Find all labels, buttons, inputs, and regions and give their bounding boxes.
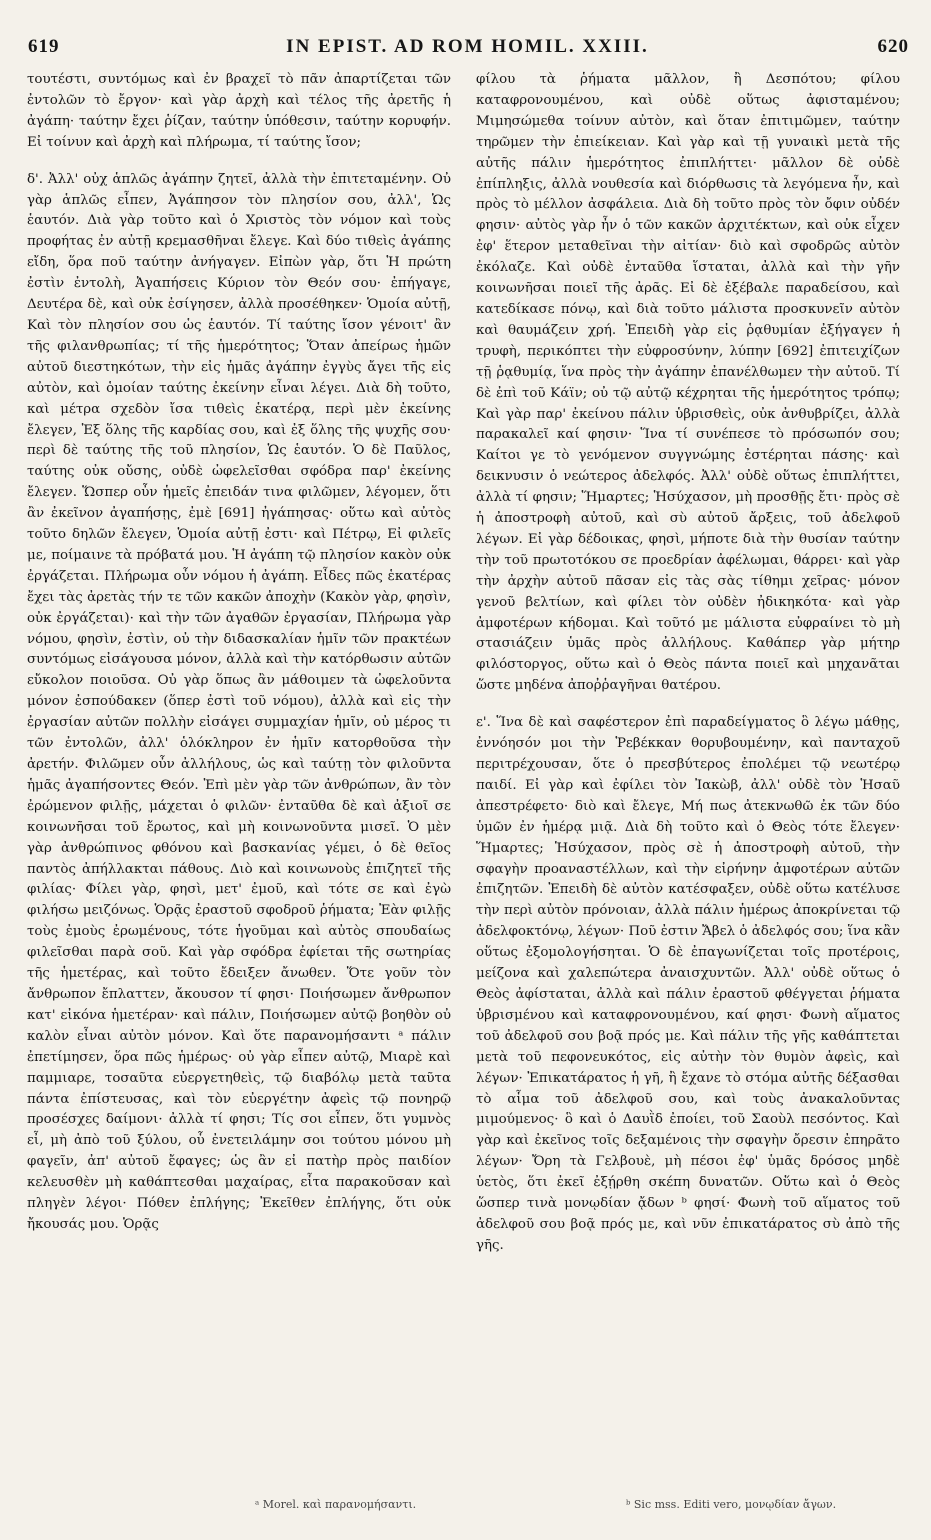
page-number-left: 619	[28, 36, 60, 57]
running-title: IN EPIST. AD ROM HOMIL. XXIII.	[286, 36, 649, 57]
right-column	[476, 70, 900, 1476]
right-paragraph-2: ε'. Ἵνα δὲ καὶ σαφέστερον ἐπὶ παραδείγματος ὃ λέγω μάθῃς, ἐννόησόν μοι τὴν Ῥεβέκκαν θορυβουμένην, καὶ πανταχοῦ περιτρέχουσαν, ὅτε ὁ πρεσβύτερος ἐπολέμει τῷ νεωτέρῳ παιδί. Εἰ γὰρ καὶ ἐφίλει τὸν Ἰακὼβ, ἀλλ' οὐδὲ τὸν Ἡσαῦ ἀπεστρέφετο· διὸ καὶ ἔλεγε, Μή πως ἀτεκνωθῶ ἐκ τῶν δύο ὑμῶν ἐν ἡμέρᾳ μιᾷ. Διὰ δὴ τοῦτο καὶ ὁ Θεὸς τότε ἔλεγεν· Ἥμαρτες; Ἡσύχασον, πρὸς σὲ ἡ ἀποστροφὴ αὐτοῦ, τὴν σφαγὴν προαναστέλλων, καὶ τὴν εἰρήνην ἀμφοτέρων αὐτῶν ἐπιζητῶν. Ἐπειδὴ δὲ αὐτὸν κατέσφαξεν, οὐδὲ οὕτω κατέλυσε τὴν περὶ αὐτὸν πρόνοιαν, ἀλλὰ πάλιν ἡμέρως ἀποκρίνεται τῷ ἀδελφοκτόνῳ, λέγων· Ποῦ ἐστιν Ἄβελ ὁ ἀδελφός σου; ἵνα κἂν οὕτως ἐξομολογήσηται. Ὁ δὲ ἐπαγωνίζεται τοῖς προτέροις, μείζονα καὶ χαλεπώτερα ἀναισχυντῶν. Ἀλλ' οὐδὲ οὕτως ὁ Θεὸς ἀφίσταται, ἀλλὰ καὶ πάλιν ἐραστοῦ φθέγγεται ῥήματα ὑβρισμένου καὶ καταφρονουμένου, καί φησι· Φωνὴ αἵματος τοῦ ἀδελφοῦ σου βοᾷ πρός με. Καὶ πάλιν τῆς γῆς καθάπτεται μετὰ τοῦ πεφονευκότος, εἰς αὐτὴν τὸν θυμὸν ἀφεὶς, καὶ λέγων· Ἐπικατάρατος ἡ γῆ, ἢ ἔχανε τὸ στόμα αὐτῆς δέξασθαι τὸ αἷμα τοῦ ἀδελφοῦ σου, καὶ τοὺς ἀνακαλοῦντας μιμούμενος· ὃ καὶ ὁ Δαυῒδ ἐποίει, τοῦ Σαοὺλ πεσόντος. Καὶ γὰρ καὶ ἐκεῖνος τοῖς δεξαμένοις τὴν σφαγὴν ὄρεσιν ἐπηρᾶτο λέγων· Ὄρη τὰ Γελβουὲ, μὴ πέσοι ἐφ' ὑμᾶς δρόσος μηδὲ ὑετὸς, ὅτι ἐκεῖ ἐξῄρθη σκέπη δυνατῶν. Οὕτω καὶ ὁ Θεὸς ὥσπερ τινὰ μονῳδίαν ᾄδων ᵇ φησί· Φωνὴ τοῦ αἵματος τοῦ ἀδελφοῦ σου βοᾷ πρός με, καὶ νῦν ἐπικατάρατος σὺ ἀπὸ τῆς γῆς.	[476, 715, 900, 1253]
left-paragraph-1: τουτέστι, συντόμως καὶ ἐν βραχεῖ τὸ πᾶν ἀπαρτίζεται τῶν ἐντολῶν τὸ ἔργον· καὶ γὰρ ἀρχὴ καὶ τέλος τῆς ἀρετῆς ἡ ἀγάπη· ταύτην ἔχει ῥίζαν, ταύτην ὑπόθεσιν, ταύτην κορυφήν. Εἰ τοίνυν καὶ ἀρχὴ καὶ πλήρωμα, τί ταύτης ἴσον;	[27, 72, 451, 150]
left-paragraph-2: δ'. Ἀλλ' οὐχ ἁπλῶς ἀγάπην ζητεῖ, ἀλλὰ τὴν ἐπιτεταμένην. Οὐ γὰρ ἁπλῶς εἶπεν, Ἀγάπησον τὸν πλησίον σου, ἀλλ', Ὡς ἑαυτόν. Διὰ γὰρ τοῦτο καὶ ὁ Χριστὸς τὸν νόμον καὶ τοὺς προφήτας ἐν αὐτῇ κρεμασθῆναι ἔλεγε. Καὶ δύο τιθεὶς ἀγάπης εἴδη, ὅρα ποῦ ταύτην ἀνήγαγεν. Εἰπὼν γὰρ, ὅτι Ἡ πρώτη ἐστὶν ἐντολὴ, Ἀγαπήσεις Κύριον τὸν Θεόν σου· ἐπήγαγε, Δευτέρα δὲ, καὶ οὐκ ἐσίγησεν, ἀλλὰ προσέθηκεν· Ὁμοία αὐτῇ, Καὶ τὸν πλησίον σου ὡς ἑαυτόν. Τί ταύτης ἴσον γένοιτ' ἂν τῆς φιλανθρωπίας; τί τῆς ἡμερότητος; Ὅταν ἀπείρως ἡμῶν αὐτοῦ διεστηκότων, τὴν εἰς ἡμᾶς ἀγάπην ἐγγὺς ἄγει τῆς εἰς αὐτὸν, καὶ ὁμοίαν ταύτης ἐκείνην εἶναι λέγει. Διὰ δὴ τοῦτο, καὶ μέτρα σχεδὸν ἴσα τιθεὶς ἑκατέρᾳ, περὶ μὲν ἐκείνης ἔλεγεν, Ἐξ ὅλης τῆς καρδίας σου, καὶ ἐξ ὅλης τῆς ψυχῆς σου· περὶ δὲ ταύτης τῆς τοῦ πλησίον, Ὡς ἑαυτόν. Ὁ δὲ Παῦλος, ταύτης οὐκ οὔσης, οὐδὲ ὠφελεῖσθαι σφόδρα παρ' ἐκείνης ἔλεγεν. Ὥσπερ οὖν ἡμεῖς ἐπειδάν τινα φιλῶμεν, λέγομεν, ὅτι ἂν ἐκεῖνον ἀγαπήσῃς, ἐμὲ [691] ἠγάπησας· οὕτω καὶ αὐτὸς τοῦτο δηλῶν ἔλεγεν, Ὁμοία αὐτῇ ἐστι· καὶ Πέτρῳ, Εἰ φιλεῖς με, ποίμαινε τὰ πρόβατά μου. Ἡ ἀγάπη τῷ πλησίον κακὸν οὐκ ἐργάζεται. Πλήρωμα οὖν νόμου ἡ ἀγάπη. Εἶδες πῶς ἑκατέρας ἔχει τὰς ἀρετὰς τήν τε τῶν κακῶν ἀποχὴν (Κακὸν γὰρ, φησὶν, οὐκ ἐργάζεται)· καὶ τὴν τῶν ἀγαθῶν ἐργασίαν, Πλήρωμα γὰρ νόμου, φησὶν, ἐστὶν, οὐ τὴν διδασκαλίαν ἡμῖν τῶν πρακτέων συντόμως εἰσάγουσα μόνον, ἀλλὰ καὶ τὴν κατόρθωσιν αὐτῶν εὔκολον ποιοῦσα. Οὐ γὰρ ὅπως ἂν μάθοιμεν τὰ ὠφελοῦντα μόνον ἐσπούδακεν (ὅπερ ἐστὶ τοῦ νόμου), ἀλλὰ καὶ εἰς τὴν ἐργασίαν αὐτῶν πολλὴν εἰσάγει συμμαχίαν ἡμῖν, οὐ μέρος τι τῶν ἐντολῶν, ἀλλ' ὁλόκληρον ἐν ἡμῖν κατορθοῦσα τὴν ἀρετήν. Φιλῶμεν οὖν ἀλλήλους, ὡς καὶ ταύτῃ τὸν φιλοῦντα ἡμᾶς ἀγαπήσοντες Θεόν. Ἐπὶ μὲν γὰρ τῶν ἀνθρώπων, ἂν τὸν ἐρώμενον φιλῇς, μάχεται ὁ φιλῶν· ἐνταῦθα δὲ καὶ ἀξιοῖ σε κοινωνῆσαι τοῦ ἔρωτος, καὶ μὴ κοινωνοῦντα μισεῖ. Ὁ μὲν γὰρ ἀνθρώπινος φθόνου καὶ βασκανίας γέμει, ὁ δὲ θεῖος παντὸς ἀπήλλακται πάθους. Διὸ καὶ κοινωνοὺς ἐπιζητεῖ τῆς φιλίας· Φίλει γὰρ, φησὶ, μετ' ἐμοῦ, καὶ τότε σε καὶ ἐγὼ φιλήσω μειζόνως. Ὁρᾷς ἐραστοῦ σφοδροῦ ῥήματα; Ἐὰν φιλῇς τοὺς ἐμοὺς ἐρωμένους, τότε ἡγοῦμαι καὶ αὐτὸς σπουδαίως φιλεῖσθαι παρὰ σοῦ. Καὶ γὰρ σφόδρα ἐφίεται τῆς σωτηρίας τῆς ἡμετέρας, καὶ τοῦτο ἔδειξεν ἄνωθεν. Ὅτε γοῦν τὸν ἄνθρωπον ἔπλαττεν, ἄκουσον τί φησι· Ποιήσωμεν ἄνθρωπον κατ' εἰκόνα ἡμετέραν· καὶ πάλιν, Ποιήσωμεν αὐτῷ βοηθὸν οὐ καλὸν εἶναι αὐτὸν μόνον. Καὶ ὅτε παρανομήσαντι ᵃ πάλιν ἐπετίμησεν, ὅρα πῶς ἡμέρως· οὐ γὰρ εἶπεν αὐτῷ, Μιαρὲ καὶ παμμιαρε, τοσαῦτα εὐεργετηθεὶς, τῷ διαβόλῳ μετὰ ταῦτα πάντα ἐπίστευσας, καὶ τὸν εὐεργέτην ἀφεὶς τῷ πονηρῷ προσέσχες δαίμονι· ἀλλὰ τί φησι; Τίς σοι εἶπεν, ὅτι γυμνὸς εἶ, μὴ ἀπὸ τοῦ ξύλου, οὗ ἐνετειλάμην σοι τούτου μόνου μὴ φαγεῖν, ἀπ' αὐτοῦ ἔφαγες; ὡς ἂν εἰ πατὴρ πρὸς παιδίον κελευσθὲν μὴ καθάπτεσθαι μαχαίρας, εἶτα παρακοῦσαν καὶ πληγὲν λέγοι· Πόθεν ἐπλήγης; Ἐκεῖθεν ἐπλήγης, ὅτι οὐκ ἤκουσάς μου. Ὁρᾷς	[27, 171, 451, 1232]
footnote-right: ᵇ Sic mss. Editi vero, μονῳδίαν ἄγων.	[626, 1498, 837, 1511]
right-paragraph-1: φίλου τὰ ῥήματα μᾶλλον, ἢ Δεσπότου; φίλου καταφρονουμένου, καὶ οὐδὲ οὕτως ἀφισταμένου; Μιμησώμεθα τοίνυν αὐτὸν, καὶ ὅταν ἐπιτιμῶμεν, ταύτην τηρῶμεν τὴν ἐπιείκειαν. Καὶ γὰρ καὶ τῇ γυναικὶ μετὰ τῆς αὐτῆς πάλιν ἡμερότητος ἐπιπλήττει· μᾶλλον δὲ οὐδὲ ἐπίπληξις, ἀλλὰ νουθεσία καὶ διόρθωσις τὰ λεγόμενα ἦν, καὶ πρὸς τὸ μέλλον ἀσφάλεια. Διὰ δὴ τοῦτο πρὸς τὸν ὄφιν οὐδέν φησιν· αὐτὸς γὰρ ἦν ὁ τῶν κακῶν ἀρχιτέκτων, καὶ οὐκ εἶχεν ἐφ' ἕτερον μεταθεῖναι τὴν αἰτίαν· διὸ καὶ σφοδρῶς αὐτὸν ἐκόλαζε. Καὶ οὐδὲ ἐνταῦθα ἵσταται, ἀλλὰ καὶ τὴν γῆν κοινωνῆσαι ποιεῖ τῆς ἀρᾶς. Εἰ δὲ ἐξέβαλε παραδείσου, καὶ κατεδίκασε πόνῳ, καὶ διὰ τοῦτο μάλιστα προσκυνεῖν αὐτὸν καὶ θαυμάζειν χρή. Ἐπειδὴ γὰρ εἰς ῥᾳθυμίαν ἐξήγαγεν ἡ τρυφὴ, περικόπτει τὴν εὐφροσύνην, λύπην [692] ἐπιτειχίζων τῇ ῥᾳθυμίᾳ, ἵνα πρὸς τὴν ἀγάπην ἐπανέλθωμεν τὴν αὐτοῦ. Τί δὲ ἐπὶ τοῦ Κάϊν; οὐ τῷ αὐτῷ κέχρηται τῆς ἡμερότητος τρόπῳ; Καὶ γὰρ παρ' ἐκείνου πάλιν ὑβρισθεὶς, οὐκ ἀνθυβρίζει, ἀλλὰ παρακαλεῖ καί φησιν· Ἵνα τί συνέπεσε τὸ πρόσωπόν σου; Καίτοι γε τὸ γενόμενον συγγνώμης ἐστέρηται πάσης· καὶ δεικνυσιν ὁ νεώτερος ἀδελφός. Ἀλλ' οὐδὲ οὕτως ἐπιπλήττει, ἀλλὰ τί φησιν; Ἥμαρτες; Ἡσύχασον, μὴ προσθῇς ἔτι· πρὸς σὲ ἡ ἀποστροφὴ αὐτοῦ, καὶ σὺ αὐτοῦ ἄρξεις, τοῦ ἀδελφοῦ λέγων. Εἰ γὰρ δέδοικας, φησὶ, μήποτε διὰ τὴν θυσίαν ταύτην τὴν τοῦ πρωτοτόκου σε προεδρίαν ἀφέλωμαι, θάρρει· καὶ γὰρ τὴν ἀρχὴν αὐτοῦ πᾶσαν εἰς τὰς σὰς τίθημι χεῖρας· μόνον γενοῦ βελτίων, καὶ φίλει τὸν οὐδὲν ἠδικηκότα· καὶ γὰρ ἀμφοτέρων κήδομαι. Καὶ τοῦτό με μάλιστα εὐφραίνει τὸ μὴ στασιάζειν ὑμᾶς πρὸς ἀλλήλους. Καθάπερ γὰρ μήτηρ φιλόστοργος, οὕτω καὶ ὁ Θεὸς πάντα ποιεῖ καὶ μηχανᾶται ὥστε μηδένα ἀποῤῥαγῆναι θατέρου.	[476, 72, 900, 694]
footnote-left: ᵃ Morel. καὶ παρανομήσαντι.	[255, 1498, 417, 1511]
page-number-right: 620	[877, 36, 909, 57]
page-header	[20, 36, 915, 64]
left-column	[27, 70, 451, 1476]
